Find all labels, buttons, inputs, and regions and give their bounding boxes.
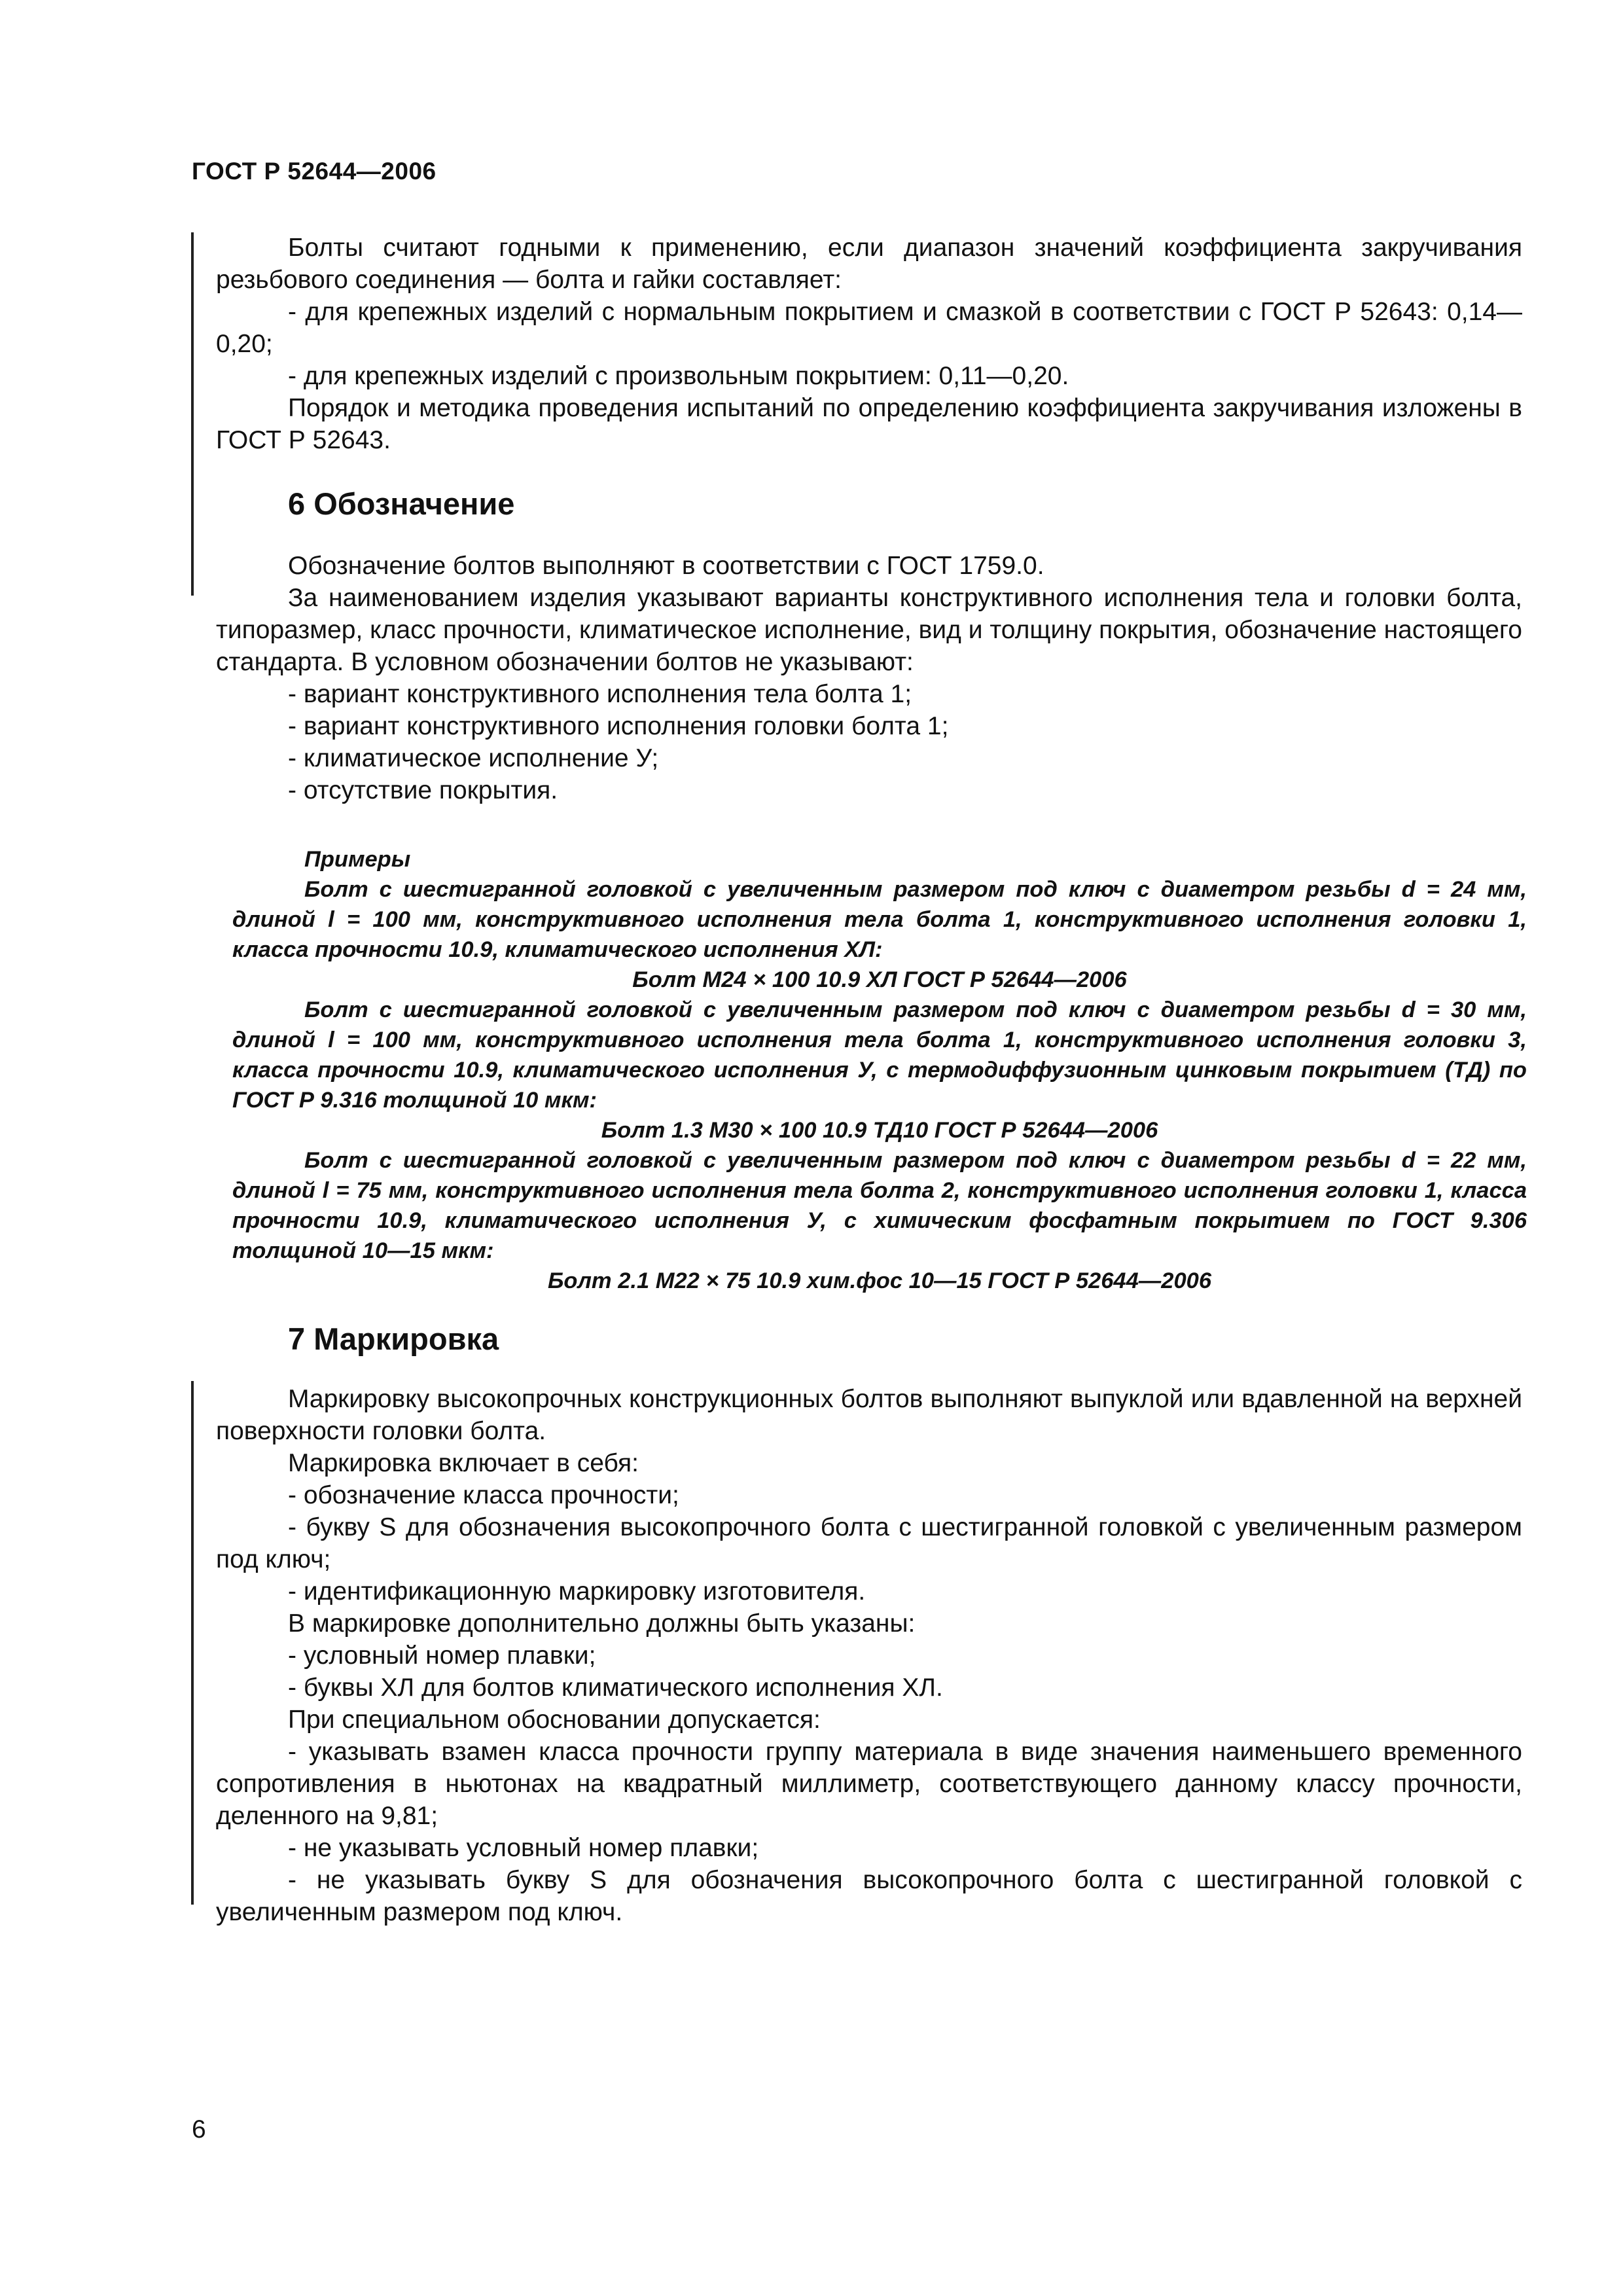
list-item: - вариант конструктивного исполнения тела болта 1; (288, 680, 912, 708)
example-designation: Болт 2.1 М22 × 75 10.9 хим.фос 10—15 ГОСТ Р 52644—2006 (547, 1268, 1212, 1293)
intro-section (216, 232, 1522, 456)
list-item: - климатическое исполнение У; (288, 744, 659, 772)
list-item: - для крепежных изделий с произвольным покрытием: 0,11—0,20. (288, 362, 1069, 390)
change-bar-bottom (191, 1381, 194, 1905)
paragraph: За наименованием изделия указывают варианты конструктивного исполнения тела и головки болта, типоразмер, класс прочности, климатическое исполнение, вид и толщину покрытия, обозначение настоящего стандарта. В условном обозначении болтов не указывают: (216, 584, 1522, 676)
examples-label: Примеры (304, 847, 411, 872)
document-header: ГОСТ Р 52644—2006 (192, 158, 437, 185)
list-item: - для крепежных изделий с нормальным покрытием и смазкой в соответствии с ГОСТ Р 52643: 0,14—0,20; (216, 298, 1522, 358)
paragraph: Болты считают годными к применению, если диапазон значений коэффициента закручивания резьбового соединения — болта и гайки составляет: (216, 234, 1522, 294)
section-6-body (216, 550, 1522, 806)
list-item: - буквы ХЛ для болтов климатического исполнения ХЛ. (288, 1674, 943, 1702)
examples-block (232, 844, 1527, 1296)
list-item: - идентификационную маркировку изготовителя. (288, 1577, 866, 1605)
list-item: - отсутствие покрытия. (288, 776, 558, 804)
paragraph: Маркировку высокопрочных конструкционных болтов выполняют выпуклой или вдавленной на верхней поверхности головки болта. (216, 1385, 1522, 1445)
paragraph: При специальном обосновании допускается: (288, 1706, 821, 1734)
list-item: - букву S для обозначения высокопрочного болта с шестигранной головкой с увеличенным размером под ключ; (216, 1513, 1522, 1573)
list-item: - указывать взамен класса прочности группу материала в виде значения наименьшего временного сопротивления в ньютонах на квадратный миллиметр, соответствующего данному классу прочности, деленного на 9,81; (216, 1738, 1522, 1830)
section-heading: 6 Обозначение (288, 486, 515, 521)
list-item: - не указывать условный номер плавки; (288, 1834, 759, 1862)
list-item: - не указывать букву S для обозначения высокопрочного болта с шестигранной головкой с увеличенным размером под ключ. (216, 1866, 1522, 1926)
section-7-body (216, 1383, 1522, 1928)
paragraph: В маркировке дополнительно должны быть указаны: (288, 1609, 916, 1638)
list-item: - вариант конструктивного исполнения головки болта 1; (288, 712, 949, 740)
change-bar-top (191, 232, 194, 596)
example-text: Болт с шестигранной головкой с увеличенным размером под ключ с диаметром резьбы d = 24 мм, длиной l = 100 мм, конструктивного исполнения тела болта 1, конструктивного исполнения головки 1, класса прочности 10.9, климатического исполнения ХЛ: (232, 877, 1527, 962)
example-designation: Болт 1.3 М30 × 100 10.9 ТД10 ГОСТ Р 52644—2006 (601, 1118, 1158, 1143)
paragraph: Порядок и методика проведения испытаний по определению коэффициента закручивания изложены в ГОСТ Р 52643. (216, 394, 1522, 454)
list-item: - условный номер плавки; (288, 1641, 596, 1670)
example-designation: Болт М24 × 100 10.9 ХЛ ГОСТ Р 52644—2006 (632, 967, 1127, 992)
page-number: 6 (192, 2115, 206, 2144)
example-text: Болт с шестигранной головкой с увеличенным размером под ключ с диаметром резьбы d = 22 мм, длиной l = 75 мм, конструктивного исполнения тела болта 2, конструктивного исполнения головки 1, класса прочности 10.9, климатического исполнения У, с химическим фосфатным покрытием по ГОСТ 9.306 толщиной 10—15 мкм: (232, 1148, 1527, 1263)
paragraph: Обозначение болтов выполняют в соответствии с ГОСТ 1759.0. (288, 552, 1044, 580)
example-text: Болт с шестигранной головкой с увеличенным размером под ключ с диаметром резьбы d = 30 мм, длиной l = 100 мм, конструктивного исполнения тела болта 1, конструктивного исполнения головки 3, класса прочности 10.9, климатического исполнения У, с термодиффузионным цинковым покрытием (ТД) по ГОСТ Р 9.316 толщиной 10 мкм: (232, 997, 1527, 1113)
paragraph: Маркировка включает в себя: (288, 1449, 639, 1477)
list-item: - обозначение класса прочности; (288, 1481, 679, 1509)
section-heading: 7 Маркировка (288, 1321, 499, 1356)
